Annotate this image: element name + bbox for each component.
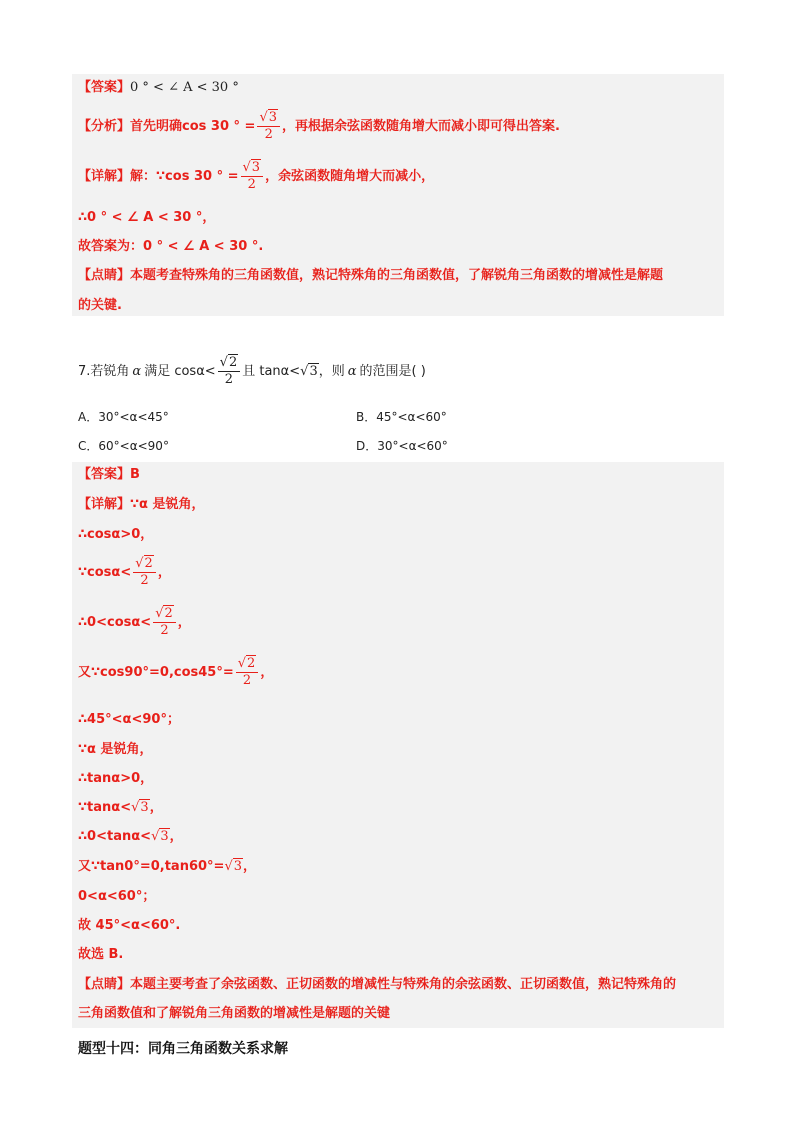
sqrt3: √3 [131, 800, 149, 815]
sqrt3: √3 [300, 363, 318, 379]
note-line-4: 三角函数值和了解锐角三角函数的增减性是解题的关键 [78, 1006, 391, 1021]
option-b[interactable]: B．45°<α<60° [356, 410, 447, 424]
solution-block-2 [72, 462, 724, 1028]
step-1: ∴cosα>0， [78, 527, 154, 542]
therefore-line: ∴0 ° < ∠ A < 30 °， [78, 210, 216, 225]
answer-line-2: 【答案】B [78, 467, 140, 482]
fraction-sqrt2-over-2: $\frac{√2}{2}$ [153, 606, 176, 639]
question-suffix2: 的范围是( ) [359, 363, 426, 379]
alpha-symbol: α [132, 363, 142, 379]
option-a[interactable]: A．30°<α<45° [78, 410, 169, 424]
fraction-sqrt2-over-2: $\frac{√2}{2}$ [236, 656, 259, 689]
step-5: ∴45°<α<90°； [78, 712, 180, 727]
analysis-line [78, 110, 560, 143]
option-d[interactable]: D．30°<α<60° [356, 439, 448, 453]
sqrt3: √3 [224, 859, 243, 874]
step-12: 故 45°<α<60°. [78, 918, 181, 933]
detail-line-1 [78, 160, 434, 193]
analysis-post: ，再根据余弦函数随角增大而减小即可得出答案. [282, 118, 560, 134]
fraction-sqrt2-over-2: $\frac{√2}{2}$ [133, 556, 156, 589]
note-text-1: 本题考查特殊角的三角函数值，熟记特殊角的三角函数值，了解锐角三角函数的增减性是解题 [130, 268, 664, 283]
step-2: ∵cosα< $\frac{√2}{2}$ ， [78, 556, 171, 588]
section-heading: 题型十四：同角三角函数关系求解 [78, 1041, 288, 1057]
question-7 [78, 355, 426, 388]
step-3: ∴0<cosα< $\frac{√2}{2}$ ， [78, 606, 191, 638]
step-13: 故选 B. [78, 947, 124, 962]
question-prefix: 7.若锐角 [78, 363, 130, 379]
step-6: ∵α 是锐角， [78, 742, 153, 757]
note-line-1 [78, 268, 663, 284]
step-10: 又∵tan0°=0,tan60°= √3 ， [78, 859, 257, 874]
question-mid1: 满足 cosα< [144, 363, 216, 379]
alpha-symbol: α [347, 363, 357, 379]
fraction-sqrt3-over-2: $\frac{√3}{2}$ [241, 160, 264, 193]
analysis-pre: 首先明确cos 30 ° = [130, 118, 256, 134]
step-11: 0<α<60°； [78, 889, 156, 904]
final-answer-line: 故答案为：0 ° < ∠ A < 30 °. [78, 239, 264, 254]
sqrt3: √3 [151, 829, 169, 844]
detail-line-2: 【详解】∵α 是锐角， [78, 497, 205, 512]
note-line-3: 【点睛】本题主要考查了余弦函数、正切函数的增减性与特殊角的余弦函数、正切函数值，熟记特殊角的 [78, 977, 677, 992]
detail-tag: 【详解】 [78, 168, 131, 184]
note-tag: 【点睛】 [78, 268, 131, 283]
note-line-2: 的关键. [78, 298, 122, 313]
answer-tag: 【答案】 [78, 80, 131, 95]
detail-pre: 解：∵cos 30 ° = [130, 168, 239, 184]
step-8: ∵tanα< √3 ， [78, 800, 163, 815]
step-9: ∴0<tanα< √3 ， [78, 829, 183, 844]
step-4: 又∵cos90°=0,cos45°= $\frac{√2}{2}$ ， [78, 656, 274, 688]
analysis-tag: 【分析】 [78, 118, 131, 134]
fraction-sqrt2-over-2: $\frac{√2}{2}$ [218, 355, 241, 388]
answer-line-1 [78, 80, 239, 96]
fraction-sqrt3-over-2: $\frac{√3}{2}$ [257, 110, 280, 143]
answer-text: 0 ° < ∠ A < 30 ° [130, 80, 239, 95]
question-suffix: ，则 [318, 363, 345, 379]
detail-post: ，余弦函数随角增大而减小， [265, 168, 435, 184]
question-mid2: 且 tanα< [242, 363, 301, 379]
option-c[interactable]: C．60°<α<90° [78, 439, 169, 453]
step-7: ∴tanα>0， [78, 771, 154, 786]
